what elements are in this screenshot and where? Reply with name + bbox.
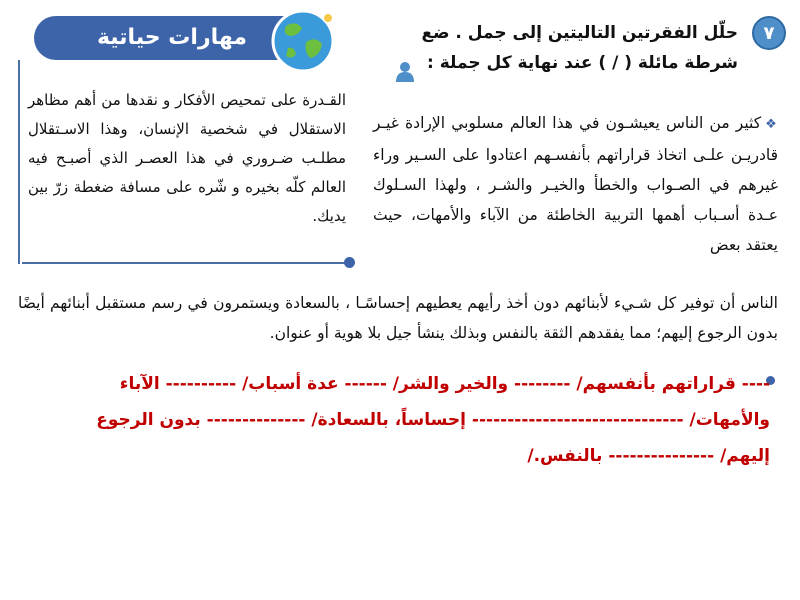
life-skills-text: القـدرة على تمحيص الأفكار و نقدها من أهم مظاهر الاستقلال في شخصية الإنسان، وهذا الاسـتقلال مطلـب ضـروري في هذا العصـر الذي أصبـح فيه العالم كلّه بخيره و شّره على مسافة ضغطة زرّ بين يديك. — [28, 91, 346, 225]
life-skills-dot — [344, 257, 355, 268]
passage-text-1: كثير من الناس يعيشـون في هذا العالم مسلوبي الإرادة غيـر قادريـن علـى اتخاذ قراراتهم بأنفسـهم اعتادوا على السـير وراء غيرهم في الصـواب والخطأ والخيـر والشـر ، ولهذا السـلوك عـدة أسـباب أهمها التربية الخاطئة من الآباء والأمهات، حيث يعتقد بعض — [373, 114, 778, 254]
diamond-bullet-icon: ❖ — [765, 117, 779, 132]
life-skills-border — [18, 60, 20, 264]
life-skills-divider — [22, 262, 352, 264]
passage-first-part — [373, 108, 778, 260]
life-skills-title: مهارات حياتية — [96, 25, 248, 50]
exercise-number-badge: ٧ — [752, 16, 786, 50]
student-icon — [394, 60, 416, 82]
globe-icon — [268, 6, 338, 76]
passage-second-part: الناس أن توفير كل شـيء لأبنائهم دون أخذ رأيهم يعطيهم إحساسًـا ، بالسعادة ويستمرون في رسم مستقبل أبنائهم أيضًا بدون الرجوع إليهم؛ مما يفقدهم الثقة بالنفس وبذلك ينشأ جيل بلا هوية أو عنوان. — [18, 294, 778, 342]
exercise-instruction: حلّل الفقرتين التاليتين إلى جمل . ضع شرطة مائلة ( / ) عند نهاية كل جملة : — [421, 23, 738, 73]
answer-text: ---- قراراتهم بأنفسهم/ -------- والخير والشر/ ------ عدة أسباب/ ---------- الآباء والأمهات/ ------------------------------ إحساساً، بالسعادة/ -------------- بدون الرجوع إليهم/ --------------- بالنفس./ — [96, 374, 770, 466]
